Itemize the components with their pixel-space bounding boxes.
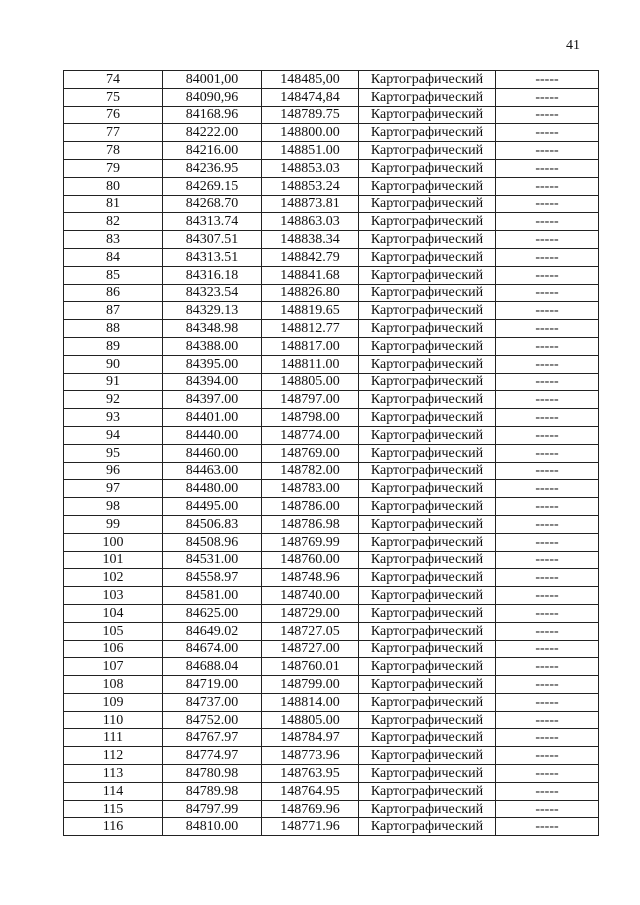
- y-coordinate-cell: 148786.00: [262, 498, 359, 516]
- point-number-cell: 102: [64, 569, 163, 587]
- x-coordinate-cell: 84394.00: [163, 373, 262, 391]
- note-cell: -----: [496, 106, 599, 124]
- table-row: [64, 711, 599, 729]
- point-number-cell: 86: [64, 284, 163, 302]
- table-row: [64, 800, 599, 818]
- method-cell: Картографический: [359, 355, 496, 373]
- note-cell: -----: [496, 765, 599, 783]
- point-number-cell: 94: [64, 426, 163, 444]
- point-number-cell: 105: [64, 622, 163, 640]
- note-cell: -----: [496, 266, 599, 284]
- y-coordinate-cell: 148811.00: [262, 355, 359, 373]
- x-coordinate-cell: 84789.98: [163, 782, 262, 800]
- coordinates-table-body: [64, 71, 599, 836]
- method-cell: Картографический: [359, 373, 496, 391]
- method-cell: Картографический: [359, 640, 496, 658]
- point-number-cell: 77: [64, 124, 163, 142]
- table-row: [64, 124, 599, 142]
- note-cell: -----: [496, 569, 599, 587]
- y-coordinate-cell: 148819.65: [262, 302, 359, 320]
- y-coordinate-cell: 148784.97: [262, 729, 359, 747]
- method-cell: Картографический: [359, 480, 496, 498]
- table-row: [64, 159, 599, 177]
- method-cell: Картографический: [359, 782, 496, 800]
- table-row: [64, 729, 599, 747]
- note-cell: -----: [496, 604, 599, 622]
- note-cell: -----: [496, 551, 599, 569]
- table-row: [64, 587, 599, 605]
- point-number-cell: 101: [64, 551, 163, 569]
- note-cell: -----: [496, 88, 599, 106]
- x-coordinate-cell: 84719.00: [163, 676, 262, 694]
- point-number-cell: 109: [64, 693, 163, 711]
- y-coordinate-cell: 148826.80: [262, 284, 359, 302]
- table-row: [64, 248, 599, 266]
- point-number-cell: 108: [64, 676, 163, 694]
- note-cell: -----: [496, 302, 599, 320]
- x-coordinate-cell: 84236.95: [163, 159, 262, 177]
- point-number-cell: 111: [64, 729, 163, 747]
- method-cell: Картографический: [359, 711, 496, 729]
- method-cell: Картографический: [359, 248, 496, 266]
- x-coordinate-cell: 84168.96: [163, 106, 262, 124]
- note-cell: -----: [496, 640, 599, 658]
- table-row: [64, 177, 599, 195]
- y-coordinate-cell: 148798.00: [262, 409, 359, 427]
- x-coordinate-cell: 84674.00: [163, 640, 262, 658]
- y-coordinate-cell: 148853.03: [262, 159, 359, 177]
- table-row: [64, 426, 599, 444]
- y-coordinate-cell: 148812.77: [262, 320, 359, 338]
- note-cell: -----: [496, 480, 599, 498]
- note-cell: -----: [496, 747, 599, 765]
- table-row: [64, 622, 599, 640]
- note-cell: -----: [496, 782, 599, 800]
- table-row: [64, 498, 599, 516]
- point-number-cell: 115: [64, 800, 163, 818]
- y-coordinate-cell: 148748.96: [262, 569, 359, 587]
- y-coordinate-cell: 148805.00: [262, 373, 359, 391]
- note-cell: -----: [496, 284, 599, 302]
- method-cell: Картографический: [359, 302, 496, 320]
- note-cell: -----: [496, 159, 599, 177]
- y-coordinate-cell: 148853.24: [262, 177, 359, 195]
- method-cell: Картографический: [359, 177, 496, 195]
- note-cell: -----: [496, 320, 599, 338]
- point-number-cell: 85: [64, 266, 163, 284]
- y-coordinate-cell: 148805.00: [262, 711, 359, 729]
- method-cell: Картографический: [359, 231, 496, 249]
- method-cell: Картографический: [359, 426, 496, 444]
- method-cell: Картографический: [359, 498, 496, 516]
- note-cell: -----: [496, 355, 599, 373]
- y-coordinate-cell: 148474,84: [262, 88, 359, 106]
- point-number-cell: 81: [64, 195, 163, 213]
- note-cell: -----: [496, 71, 599, 89]
- point-number-cell: 84: [64, 248, 163, 266]
- point-number-cell: 90: [64, 355, 163, 373]
- point-number-cell: 95: [64, 444, 163, 462]
- y-coordinate-cell: 148485,00: [262, 71, 359, 89]
- x-coordinate-cell: 84329.13: [163, 302, 262, 320]
- method-cell: Картографический: [359, 693, 496, 711]
- y-coordinate-cell: 148842.79: [262, 248, 359, 266]
- point-number-cell: 97: [64, 480, 163, 498]
- x-coordinate-cell: 84090,96: [163, 88, 262, 106]
- point-number-cell: 75: [64, 88, 163, 106]
- method-cell: Картографический: [359, 266, 496, 284]
- point-number-cell: 103: [64, 587, 163, 605]
- method-cell: Картографический: [359, 765, 496, 783]
- x-coordinate-cell: 84558.97: [163, 569, 262, 587]
- method-cell: Картографический: [359, 551, 496, 569]
- x-coordinate-cell: 84495.00: [163, 498, 262, 516]
- x-coordinate-cell: 84752.00: [163, 711, 262, 729]
- x-coordinate-cell: 84388.00: [163, 337, 262, 355]
- method-cell: Картографический: [359, 71, 496, 89]
- table-row: [64, 71, 599, 89]
- y-coordinate-cell: 148771.96: [262, 818, 359, 836]
- x-coordinate-cell: 84810.00: [163, 818, 262, 836]
- method-cell: Картографический: [359, 159, 496, 177]
- method-cell: Картографический: [359, 195, 496, 213]
- note-cell: -----: [496, 729, 599, 747]
- point-number-cell: 99: [64, 515, 163, 533]
- note-cell: -----: [496, 462, 599, 480]
- note-cell: -----: [496, 622, 599, 640]
- note-cell: -----: [496, 658, 599, 676]
- note-cell: -----: [496, 124, 599, 142]
- method-cell: Картографический: [359, 747, 496, 765]
- page-number: 41: [566, 38, 580, 53]
- y-coordinate-cell: 148841.68: [262, 266, 359, 284]
- y-coordinate-cell: 148727.05: [262, 622, 359, 640]
- method-cell: Картографический: [359, 284, 496, 302]
- table-row: [64, 391, 599, 409]
- y-coordinate-cell: 148789.75: [262, 106, 359, 124]
- method-cell: Картографический: [359, 587, 496, 605]
- x-coordinate-cell: 84401.00: [163, 409, 262, 427]
- note-cell: -----: [496, 800, 599, 818]
- y-coordinate-cell: 148797.00: [262, 391, 359, 409]
- note-cell: -----: [496, 231, 599, 249]
- note-cell: -----: [496, 195, 599, 213]
- note-cell: -----: [496, 711, 599, 729]
- method-cell: Картографический: [359, 106, 496, 124]
- table-row: [64, 320, 599, 338]
- table-row: [64, 765, 599, 783]
- point-number-cell: 91: [64, 373, 163, 391]
- y-coordinate-cell: 148760.00: [262, 551, 359, 569]
- y-coordinate-cell: 148769.99: [262, 533, 359, 551]
- note-cell: -----: [496, 337, 599, 355]
- point-number-cell: 98: [64, 498, 163, 516]
- y-coordinate-cell: 148760.01: [262, 658, 359, 676]
- method-cell: Картографический: [359, 515, 496, 533]
- table-row: [64, 693, 599, 711]
- table-row: [64, 231, 599, 249]
- table-row: [64, 444, 599, 462]
- y-coordinate-cell: 148851.00: [262, 142, 359, 160]
- y-coordinate-cell: 148800.00: [262, 124, 359, 142]
- y-coordinate-cell: 148740.00: [262, 587, 359, 605]
- x-coordinate-cell: 84397.00: [163, 391, 262, 409]
- point-number-cell: 88: [64, 320, 163, 338]
- x-coordinate-cell: 84001,00: [163, 71, 262, 89]
- note-cell: -----: [496, 409, 599, 427]
- method-cell: Картографический: [359, 729, 496, 747]
- x-coordinate-cell: 84348.98: [163, 320, 262, 338]
- note-cell: -----: [496, 177, 599, 195]
- method-cell: Картографический: [359, 462, 496, 480]
- table-row: [64, 658, 599, 676]
- x-coordinate-cell: 84767.97: [163, 729, 262, 747]
- point-number-cell: 74: [64, 71, 163, 89]
- x-coordinate-cell: 84307.51: [163, 231, 262, 249]
- x-coordinate-cell: 84506.83: [163, 515, 262, 533]
- point-number-cell: 80: [64, 177, 163, 195]
- point-number-cell: 78: [64, 142, 163, 160]
- y-coordinate-cell: 148769.96: [262, 800, 359, 818]
- x-coordinate-cell: 84774.97: [163, 747, 262, 765]
- method-cell: Картографический: [359, 676, 496, 694]
- x-coordinate-cell: 84323.54: [163, 284, 262, 302]
- point-number-cell: 112: [64, 747, 163, 765]
- method-cell: Картографический: [359, 533, 496, 551]
- x-coordinate-cell: 84460.00: [163, 444, 262, 462]
- table-row: [64, 480, 599, 498]
- x-coordinate-cell: 84625.00: [163, 604, 262, 622]
- method-cell: Картографический: [359, 658, 496, 676]
- x-coordinate-cell: 84216.00: [163, 142, 262, 160]
- note-cell: -----: [496, 391, 599, 409]
- y-coordinate-cell: 148873.81: [262, 195, 359, 213]
- note-cell: -----: [496, 533, 599, 551]
- point-number-cell: 89: [64, 337, 163, 355]
- method-cell: Картографический: [359, 604, 496, 622]
- point-number-cell: 106: [64, 640, 163, 658]
- y-coordinate-cell: 148763.95: [262, 765, 359, 783]
- table-row: [64, 604, 599, 622]
- note-cell: -----: [496, 587, 599, 605]
- point-number-cell: 114: [64, 782, 163, 800]
- method-cell: Картографический: [359, 213, 496, 231]
- x-coordinate-cell: 84440.00: [163, 426, 262, 444]
- table-row: [64, 747, 599, 765]
- y-coordinate-cell: 148799.00: [262, 676, 359, 694]
- method-cell: Картографический: [359, 88, 496, 106]
- method-cell: Картографический: [359, 337, 496, 355]
- table-row: [64, 302, 599, 320]
- point-number-cell: 76: [64, 106, 163, 124]
- point-number-cell: 83: [64, 231, 163, 249]
- x-coordinate-cell: 84688.04: [163, 658, 262, 676]
- table-row: [64, 409, 599, 427]
- table-row: [64, 782, 599, 800]
- point-number-cell: 82: [64, 213, 163, 231]
- table-row: [64, 569, 599, 587]
- table-row: [64, 88, 599, 106]
- x-coordinate-cell: 84531.00: [163, 551, 262, 569]
- method-cell: Картографический: [359, 142, 496, 160]
- point-number-cell: 113: [64, 765, 163, 783]
- table-row: [64, 284, 599, 302]
- point-number-cell: 104: [64, 604, 163, 622]
- method-cell: Картографический: [359, 622, 496, 640]
- table-row: [64, 533, 599, 551]
- y-coordinate-cell: 148817.00: [262, 337, 359, 355]
- point-number-cell: 93: [64, 409, 163, 427]
- coordinates-table: [63, 70, 599, 836]
- table-row: [64, 462, 599, 480]
- table-row: [64, 106, 599, 124]
- note-cell: -----: [496, 213, 599, 231]
- y-coordinate-cell: 148764.95: [262, 782, 359, 800]
- x-coordinate-cell: 84581.00: [163, 587, 262, 605]
- table-row: [64, 195, 599, 213]
- y-coordinate-cell: 148863.03: [262, 213, 359, 231]
- x-coordinate-cell: 84269.15: [163, 177, 262, 195]
- x-coordinate-cell: 84313.51: [163, 248, 262, 266]
- y-coordinate-cell: 148838.34: [262, 231, 359, 249]
- x-coordinate-cell: 84797.99: [163, 800, 262, 818]
- method-cell: Картографический: [359, 569, 496, 587]
- note-cell: -----: [496, 818, 599, 836]
- note-cell: -----: [496, 444, 599, 462]
- method-cell: Картографический: [359, 391, 496, 409]
- x-coordinate-cell: 84463.00: [163, 462, 262, 480]
- x-coordinate-cell: 84222.00: [163, 124, 262, 142]
- table-row: [64, 676, 599, 694]
- note-cell: -----: [496, 676, 599, 694]
- point-number-cell: 100: [64, 533, 163, 551]
- x-coordinate-cell: 84780.98: [163, 765, 262, 783]
- note-cell: -----: [496, 515, 599, 533]
- table-row: [64, 818, 599, 836]
- x-coordinate-cell: 84737.00: [163, 693, 262, 711]
- y-coordinate-cell: 148782.00: [262, 462, 359, 480]
- point-number-cell: 92: [64, 391, 163, 409]
- table-row: [64, 213, 599, 231]
- point-number-cell: 87: [64, 302, 163, 320]
- table-row: [64, 142, 599, 160]
- x-coordinate-cell: 84480.00: [163, 480, 262, 498]
- note-cell: -----: [496, 248, 599, 266]
- y-coordinate-cell: 148774.00: [262, 426, 359, 444]
- method-cell: Картографический: [359, 818, 496, 836]
- table-row: [64, 515, 599, 533]
- point-number-cell: 107: [64, 658, 163, 676]
- note-cell: -----: [496, 373, 599, 391]
- y-coordinate-cell: 148769.00: [262, 444, 359, 462]
- method-cell: Картографический: [359, 124, 496, 142]
- method-cell: Картографический: [359, 444, 496, 462]
- point-number-cell: 79: [64, 159, 163, 177]
- table-row: [64, 337, 599, 355]
- x-coordinate-cell: 84313.74: [163, 213, 262, 231]
- table-row: [64, 373, 599, 391]
- point-number-cell: 96: [64, 462, 163, 480]
- y-coordinate-cell: 148729.00: [262, 604, 359, 622]
- table-row: [64, 266, 599, 284]
- x-coordinate-cell: 84395.00: [163, 355, 262, 373]
- x-coordinate-cell: 84316.18: [163, 266, 262, 284]
- point-number-cell: 116: [64, 818, 163, 836]
- method-cell: Картографический: [359, 320, 496, 338]
- y-coordinate-cell: 148773.96: [262, 747, 359, 765]
- y-coordinate-cell: 148783.00: [262, 480, 359, 498]
- method-cell: Картографический: [359, 800, 496, 818]
- method-cell: Картографический: [359, 409, 496, 427]
- note-cell: -----: [496, 498, 599, 516]
- table-row: [64, 355, 599, 373]
- note-cell: -----: [496, 426, 599, 444]
- point-number-cell: 110: [64, 711, 163, 729]
- y-coordinate-cell: 148786.98: [262, 515, 359, 533]
- y-coordinate-cell: 148727.00: [262, 640, 359, 658]
- x-coordinate-cell: 84649.02: [163, 622, 262, 640]
- y-coordinate-cell: 148814.00: [262, 693, 359, 711]
- note-cell: -----: [496, 693, 599, 711]
- table-row: [64, 551, 599, 569]
- x-coordinate-cell: 84508.96: [163, 533, 262, 551]
- table-row: [64, 640, 599, 658]
- x-coordinate-cell: 84268.70: [163, 195, 262, 213]
- note-cell: -----: [496, 142, 599, 160]
